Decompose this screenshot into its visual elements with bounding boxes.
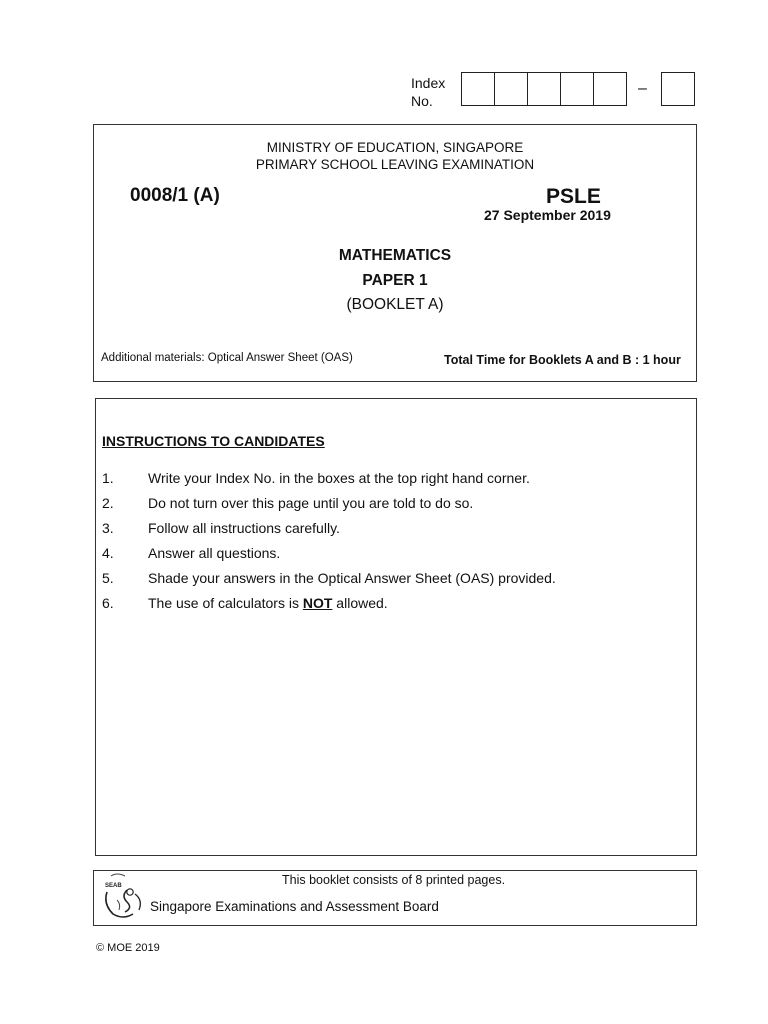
index-digit-box[interactable] bbox=[594, 73, 626, 105]
total-time: Total Time for Booklets A and B : 1 hour bbox=[444, 353, 681, 367]
index-digit-box[interactable] bbox=[495, 73, 528, 105]
index-no-boxes[interactable] bbox=[461, 72, 627, 106]
index-digit-box[interactable] bbox=[462, 73, 495, 105]
pages-note: This booklet consists of 8 printed pages. bbox=[282, 873, 506, 887]
instruction-item: 1. Write your Index No. in the boxes at the top right hand corner. bbox=[102, 469, 530, 486]
not-emphasis: NOT bbox=[302, 594, 333, 611]
exam-name: PSLE bbox=[546, 185, 601, 208]
paper-number: PAPER 1 bbox=[362, 272, 428, 289]
index-no-label: Index No. bbox=[411, 75, 446, 109]
additional-materials: Additional materials: Optical Answer Sheet (OAS) bbox=[101, 352, 353, 364]
index-dash: – bbox=[638, 80, 647, 97]
seab-logo-icon bbox=[99, 870, 151, 922]
index-check-box[interactable] bbox=[661, 72, 695, 106]
instruction-item: 4. Answer all questions. bbox=[102, 544, 281, 561]
paper-code: 0008/1 (A) bbox=[130, 185, 220, 206]
instruction-item: 3. Follow all instructions carefully. bbox=[102, 519, 340, 536]
instructions-list bbox=[102, 465, 556, 615]
instruction-item: 5. Shade your answers in the Optical Answer Sheet (OAS) provided. bbox=[102, 569, 556, 586]
index-digit-box[interactable] bbox=[561, 73, 594, 105]
header-ministry: MINISTRY OF EDUCATION, SINGAPORE PRIMARY SCHOOL LEAVING EXAMINATION bbox=[255, 140, 535, 172]
booklet-label: (BOOKLET A) bbox=[346, 296, 444, 313]
instructions-title: INSTRUCTIONS TO CANDIDATES bbox=[102, 433, 325, 449]
index-digit-box[interactable] bbox=[528, 73, 561, 105]
subject-title: MATHEMATICS bbox=[338, 247, 452, 264]
svg-text:SEAB: SEAB bbox=[105, 883, 122, 889]
board-name: Singapore Examinations and Assessment Board bbox=[150, 899, 439, 914]
instruction-item: 6. The use of calculators is NOT allowed. bbox=[102, 594, 388, 611]
copyright: © MOE 2019 bbox=[96, 942, 160, 954]
exam-date: 27 September 2019 bbox=[484, 207, 611, 223]
instruction-item: 2. Do not turn over this page until you are told to do so. bbox=[102, 494, 474, 511]
